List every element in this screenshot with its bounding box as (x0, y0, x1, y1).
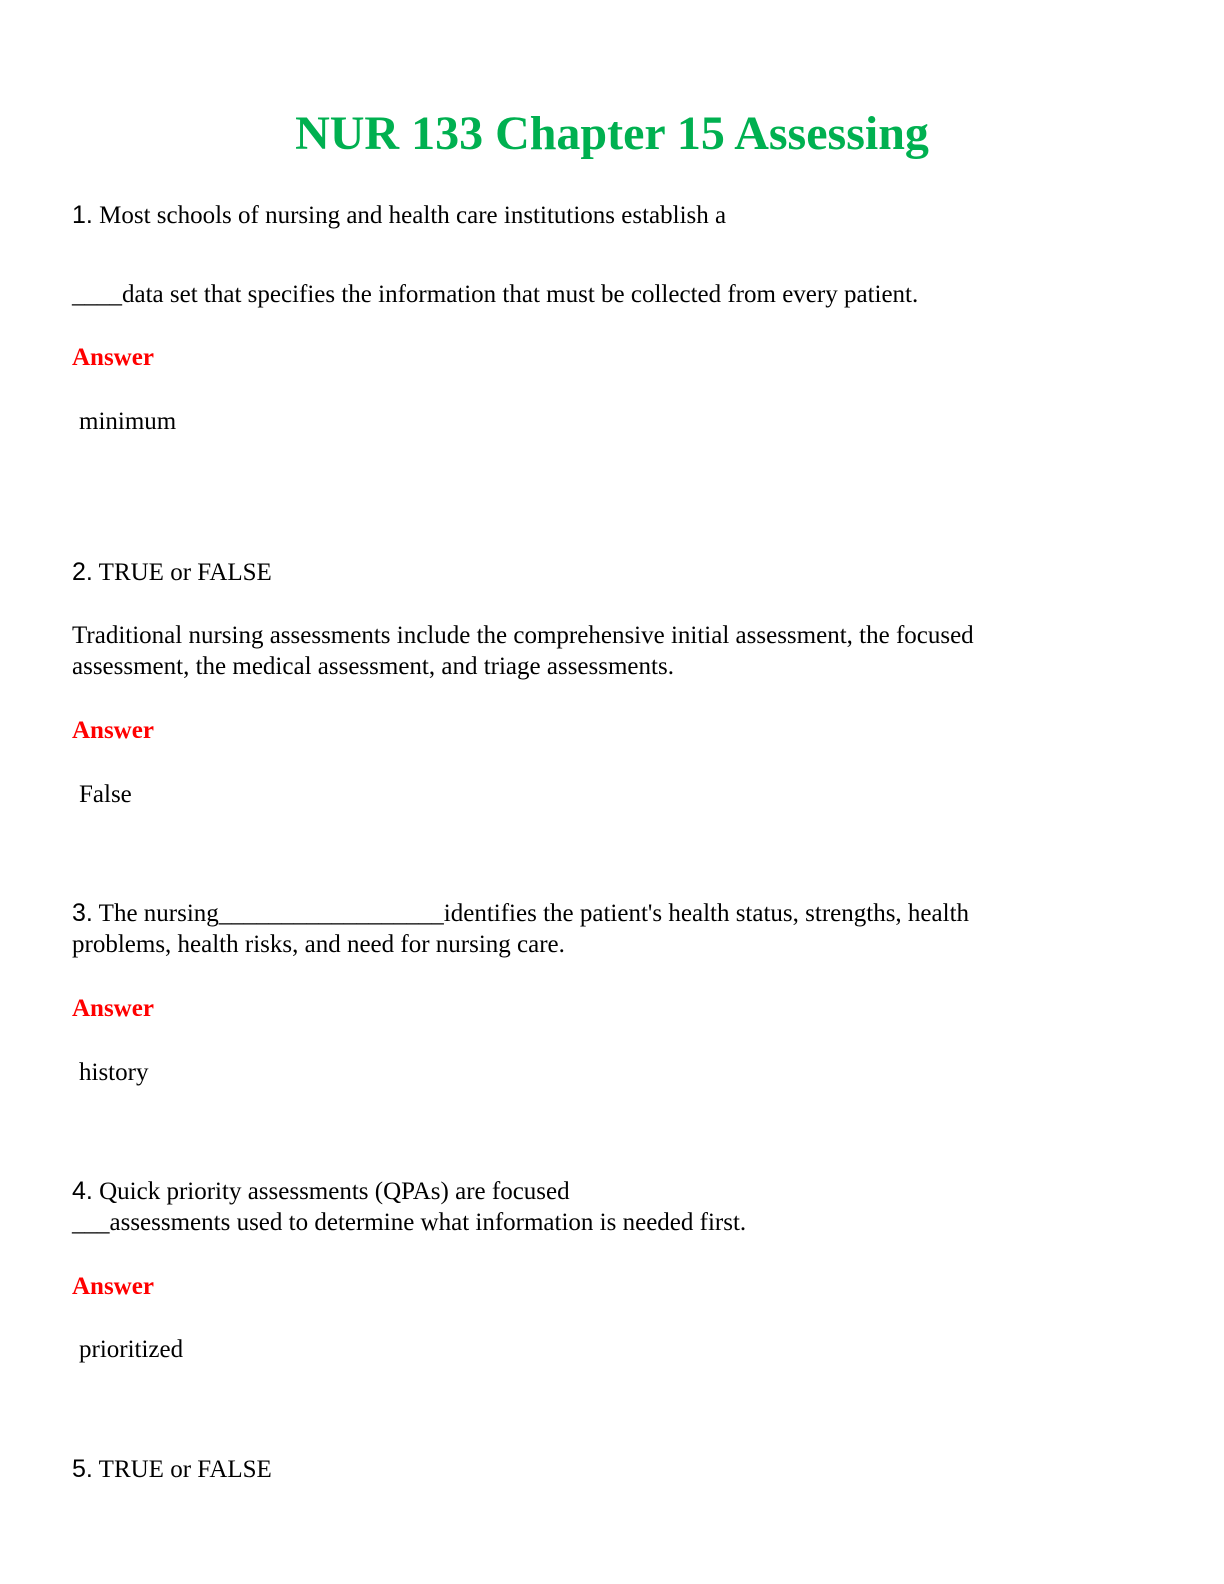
question-2-answer: False (79, 781, 132, 808)
question-5-line-1 (72, 1453, 272, 1486)
question-4-answer-label: Answer (72, 1273, 154, 1300)
question-2-answer-label: Answer (72, 717, 154, 744)
question-1-answer: minimum (79, 408, 177, 435)
question-2-line-2: Traditional nursing assessments include the comprehensive initial assessment, the focused (72, 622, 974, 649)
question-2-line-1 (72, 556, 272, 589)
question-3-answer: history (79, 1059, 149, 1086)
question-4-answer: prioritized (79, 1336, 184, 1363)
question-5-number: 5. (72, 1455, 93, 1483)
question-2-line-3: assessment, the medical assessment, and triage assessments. (72, 653, 674, 680)
question-3-line-1 (72, 897, 969, 930)
question-4-number: 4. (72, 1177, 93, 1205)
question-4-line-1 (72, 1175, 570, 1208)
question-4-text-1: Quick priority assessments (QPAs) are focused (99, 1178, 570, 1205)
question-2-text-1: TRUE or FALSE (98, 559, 272, 586)
question-3-line-2: problems, health risks, and need for nursing care. (72, 931, 565, 958)
question-3-text-1: The nursing__________________identifies the patient's health status, strengths, health (98, 900, 970, 927)
question-2-number: 2. (72, 558, 93, 586)
question-3-number: 3. (72, 899, 93, 927)
question-1-line-1 (72, 199, 726, 232)
question-1-number: 1. (72, 201, 93, 229)
question-5-text-1: TRUE or FALSE (98, 1456, 272, 1483)
question-1-line-2: ____data set that specifies the information that must be collected from every patient. (72, 281, 919, 308)
question-1-answer-label: Answer (72, 344, 154, 371)
question-1-text-1: Most schools of nursing and health care institutions establish a (99, 202, 727, 229)
question-4-line-2: ___assessments used to determine what information is needed first. (72, 1209, 747, 1236)
document-title: NUR 133 Chapter 15 Assessing (295, 107, 929, 160)
question-3-answer-label: Answer (72, 995, 154, 1022)
